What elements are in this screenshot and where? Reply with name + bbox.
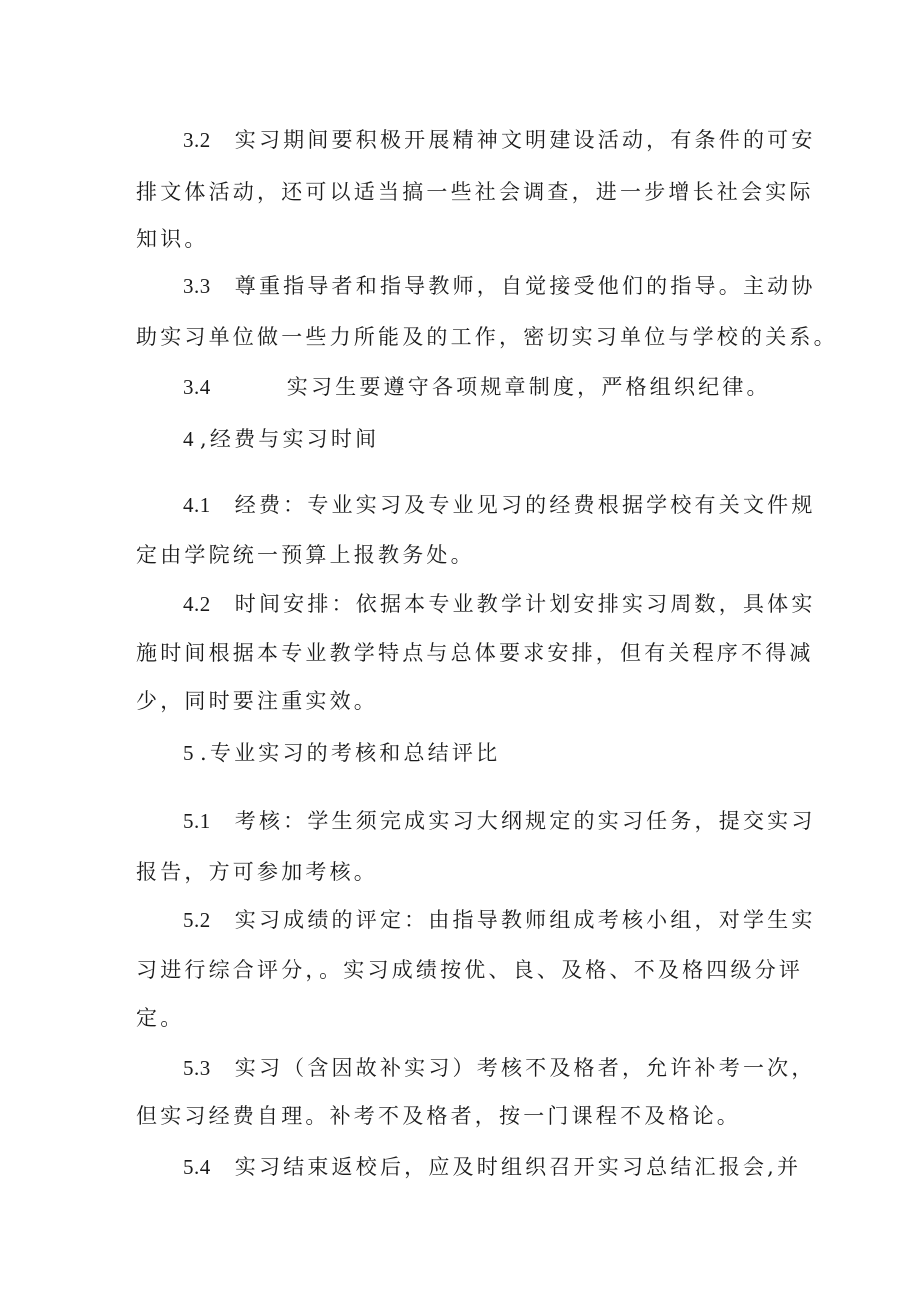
paragraph-5-2-line-3 (136, 1004, 184, 1032)
paragraph-text: 施时间根据本专业教学特点与总体要求安排，但有关程序不得减 (136, 641, 814, 665)
paragraph-5-2-line-1 (183, 906, 816, 934)
paragraph-text: 实习成绩的评定：由指导教师组成考核小组，对学生实 (234, 908, 816, 932)
paragraph-text: 定由学院统一预算上报教务处。 (136, 543, 475, 567)
paragraph-text: 实习（含因故补实习）考核不及格者，允许补考一次， (234, 1056, 816, 1080)
paragraph-5-3-line-2 (136, 1102, 741, 1130)
section-heading-text: ,经费与实习时间 (200, 427, 380, 451)
section-number: 5.1 (183, 809, 211, 833)
section-number: 5 (183, 741, 194, 765)
paragraph-4-2-line-1 (183, 590, 816, 618)
section-number: 5.2 (183, 908, 211, 932)
paragraph-text: 知识。 (136, 227, 209, 251)
paragraph-text: 定。 (136, 1006, 185, 1030)
section-number: 5.4 (183, 1155, 211, 1179)
paragraph-5-1-line-1 (183, 807, 816, 835)
paragraph-4-1-line-1 (183, 491, 816, 519)
paragraph-text: 实习期间要积极开展精神文明建设活动，有条件的可安 (234, 128, 816, 152)
section-number: 3.2 (183, 128, 211, 152)
section-number: 4 (183, 427, 194, 451)
section-number: 5.3 (183, 1056, 211, 1080)
paragraph-4-1-line-2 (136, 541, 475, 569)
section-number: 3.4 (183, 375, 211, 399)
paragraph-text: 经费：专业实习及专业见习的经费根据学校有关文件规 (234, 493, 816, 517)
paragraph-5-4-line-1 (183, 1153, 801, 1181)
paragraph-text: 时间安排：依据本专业教学计划安排实习周数，具体实 (234, 592, 816, 616)
paragraph-3-4-line-1 (183, 373, 771, 401)
paragraph-5-1-line-2 (136, 858, 378, 886)
paragraph-text: 但实习经费自理。补考不及格者，按一门课程不及格论。 (136, 1104, 741, 1128)
section-number: 4.1 (183, 493, 211, 517)
paragraph-text: 报告，方可参加考核。 (136, 860, 378, 884)
paragraph-text: 实习结束返校后，应及时组织召开实习总结汇报会,并 (234, 1155, 802, 1179)
section-number: 3.3 (183, 274, 211, 298)
paragraph-text: 尊重指导者和指导教师，自觉接受他们的指导。主动协 (234, 274, 816, 298)
paragraph-text: 考核：学生须完成实习大纲规定的实习任务，提交实习 (234, 809, 816, 833)
section-heading-5 (183, 739, 500, 767)
paragraph-5-3-line-1 (183, 1054, 816, 1082)
paragraph-5-2-line-2 (136, 956, 803, 984)
paragraph-3-3-line-1 (183, 272, 816, 300)
paragraph-text: 排文体活动，还可以适当搞一些社会调查，进一步增长社会实际 (136, 180, 814, 204)
paragraph-text: 助实习单位做一些力所能及的工作，密切实习单位与学校的关系。 (136, 325, 838, 349)
paragraph-3-2-line-3 (136, 225, 209, 253)
paragraph-text: 实习生要遵守各项规章制度，严格组织纪律。 (286, 375, 771, 399)
paragraph-text: 少，同时要注重实效。 (136, 689, 378, 713)
paragraph-3-2-line-1 (183, 126, 816, 154)
paragraph-3-3-line-2 (136, 323, 838, 351)
section-number: 4.2 (183, 592, 211, 616)
paragraph-4-2-line-2 (136, 639, 814, 667)
section-heading-text: .专业实习的考核和总结评比 (200, 741, 501, 765)
paragraph-4-2-line-3 (136, 687, 378, 715)
paragraph-3-2-line-2 (136, 178, 814, 206)
section-heading-4 (183, 425, 379, 453)
paragraph-text: 习进行综合评分，。实习成绩按优、良、及格、不及格四级分评 (136, 958, 804, 982)
